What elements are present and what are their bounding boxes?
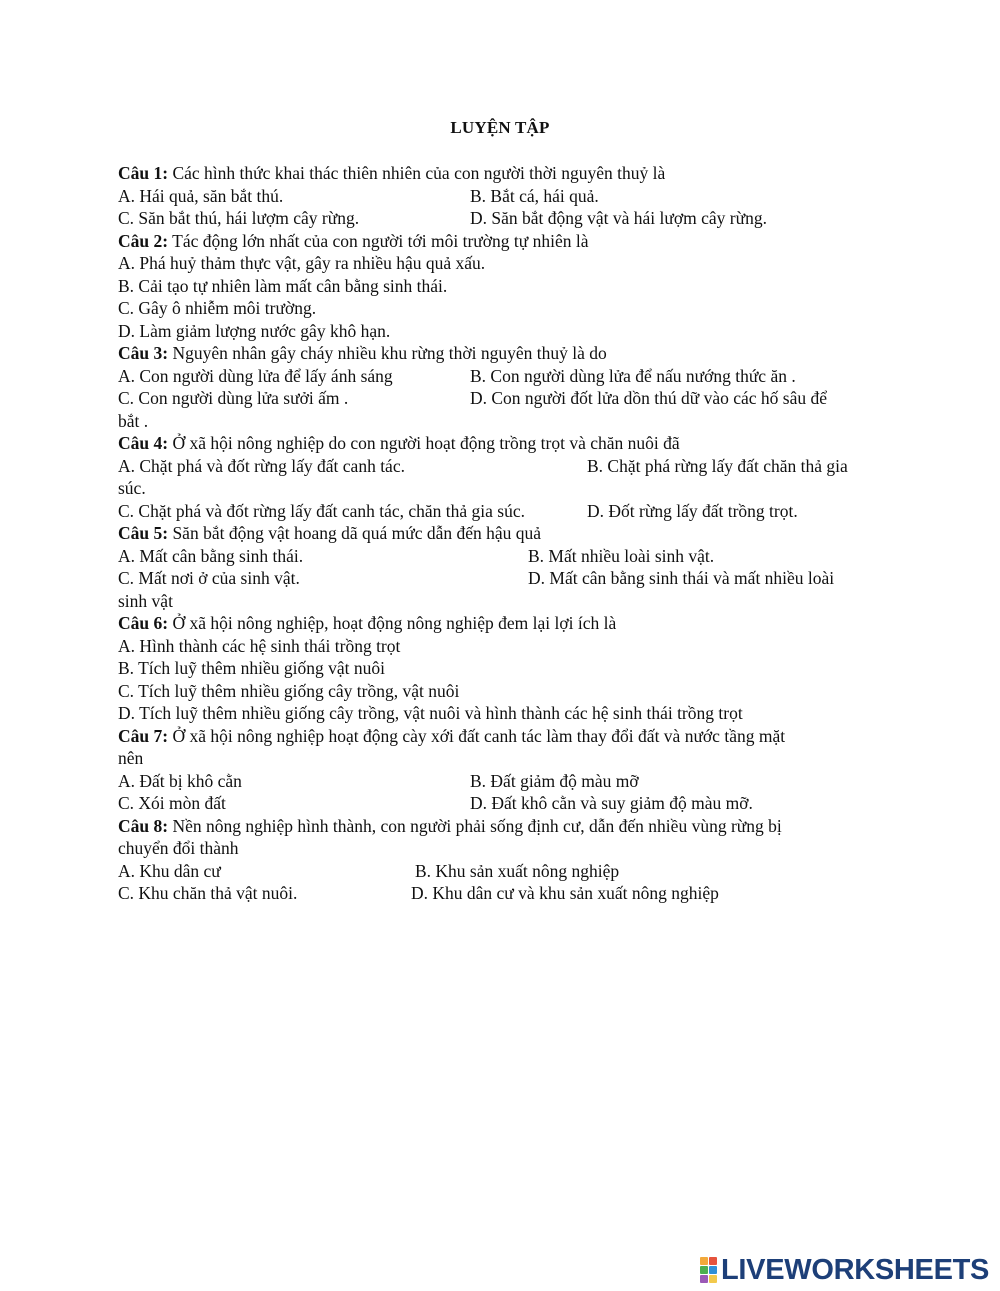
option-d-continuation: bắt . bbox=[118, 410, 149, 431]
option-a[interactable]: A. Con người dùng lửa để lấy ánh sáng bbox=[118, 365, 393, 386]
question-3-stem bbox=[118, 342, 883, 365]
question-label: Câu 7: bbox=[118, 725, 169, 746]
option-row bbox=[118, 365, 883, 388]
logo-square bbox=[709, 1275, 717, 1283]
option-row bbox=[118, 792, 883, 815]
option-d[interactable]: D. Đất khô cằn và suy giảm độ màu mỡ. bbox=[470, 793, 753, 813]
option-b[interactable]: B. Mất nhiều loài sinh vật. bbox=[528, 545, 715, 566]
logo-square bbox=[709, 1266, 717, 1274]
option-d[interactable]: D. Tích luỹ thêm nhiều giống cây trồng, vật nuôi và hình thành các hệ sinh thái trồng trọt bbox=[118, 703, 743, 723]
question-3 bbox=[118, 342, 883, 432]
question-text: Ở xã hội nông nghiệp do con người hoạt động trồng trọt và chăn nuôi đã bbox=[168, 433, 680, 453]
option-d[interactable]: D. Mất cân bằng sinh thái và mất nhiều loài bbox=[528, 568, 835, 588]
question-text: Ở xã hội nông nghiệp, hoạt động nông nghiệp đem lại lợi ích là bbox=[168, 613, 617, 633]
option-c[interactable]: C. Xói mòn đất bbox=[118, 793, 226, 813]
option-c[interactable]: C. Con người dùng lửa sưởi ấm . bbox=[118, 388, 349, 408]
option-row bbox=[118, 882, 883, 905]
question-1-stem bbox=[118, 162, 883, 185]
page-title: LUYỆN TẬP bbox=[450, 118, 550, 137]
question-7-stem-continuation: nên bbox=[118, 748, 144, 768]
option-d[interactable]: D. Khu dân cư và khu sản xuất nông nghiệp bbox=[411, 883, 719, 903]
question-text: Tác động lớn nhất của con người tới môi trường tự nhiên là bbox=[168, 230, 589, 251]
option-b[interactable]: B. Khu sản xuất nông nghiệp bbox=[415, 860, 620, 881]
option-c[interactable]: C. Gây ô nhiễm môi trường. bbox=[118, 298, 317, 318]
option-a[interactable]: A. Hái quả, săn bắt thú. bbox=[118, 185, 284, 206]
question-text: Săn bắt động vật hoang dã quá mức dẫn đến hậu quả bbox=[168, 523, 542, 543]
question-label: Câu 5: bbox=[118, 523, 169, 543]
question-text: Nền nông nghiệp hình thành, con người phải sống định cư, dẫn đến nhiều vùng rừng bị bbox=[168, 815, 782, 836]
question-label: Câu 4: bbox=[118, 433, 169, 453]
option-b[interactable]: B. Con người dùng lửa để nấu nướng thức ăn . bbox=[470, 365, 796, 386]
question-label: Câu 3: bbox=[118, 343, 169, 363]
option-a[interactable]: A. Đất bị khô cằn bbox=[118, 770, 242, 791]
question-text: Ở xã hội nông nghiệp hoạt động cày xới đất canh tác làm thay đổi đất và nước tầng mặt bbox=[168, 725, 786, 746]
question-2-stem bbox=[118, 230, 883, 253]
option-c[interactable]: C. Khu chăn thả vật nuôi. bbox=[118, 883, 298, 903]
question-8-stem-continuation: chuyển đổi thành bbox=[118, 838, 239, 858]
question-text: Các hình thức khai thác thiên nhiên của con người thời nguyên thuỷ là bbox=[168, 163, 666, 183]
option-row bbox=[118, 500, 883, 523]
option-row bbox=[118, 770, 883, 793]
option-b[interactable]: B. Đất giảm độ màu mỡ bbox=[470, 770, 639, 791]
option-d[interactable]: D. Con người đốt lửa dồn thú dữ vào các hố sâu để bbox=[470, 388, 828, 408]
option-row bbox=[118, 545, 883, 568]
question-6-stem bbox=[118, 612, 883, 635]
option-b[interactable]: B. Tích luỹ thêm nhiều giống vật nuôi bbox=[118, 658, 386, 678]
question-8-stem bbox=[118, 815, 883, 838]
question-8 bbox=[118, 815, 883, 905]
option-row bbox=[118, 860, 883, 883]
logo-square bbox=[709, 1257, 717, 1265]
question-text: Nguyên nhân gây cháy nhiều khu rừng thời nguyên thuỷ là do bbox=[168, 343, 607, 363]
question-4 bbox=[118, 432, 883, 522]
question-5 bbox=[118, 522, 883, 612]
brand-text: LIVEWORKSHEETS bbox=[721, 1253, 990, 1286]
question-7 bbox=[118, 725, 883, 815]
option-row bbox=[118, 185, 883, 208]
question-6 bbox=[118, 612, 883, 725]
option-a[interactable]: A. Mất cân bằng sinh thái. bbox=[118, 545, 304, 566]
option-row bbox=[118, 387, 883, 410]
option-d-continuation: sinh vật bbox=[118, 590, 173, 611]
option-b[interactable]: B. Cải tạo tự nhiên làm mất cân bằng sinh thái. bbox=[118, 275, 448, 296]
liveworksheets-brand[interactable] bbox=[700, 1253, 989, 1287]
option-d[interactable]: D. Đốt rừng lấy đất trồng trọt. bbox=[587, 500, 798, 521]
logo-square bbox=[700, 1266, 708, 1274]
option-row bbox=[118, 567, 883, 590]
option-d[interactable]: D. Làm giảm lượng nước gây khô hạn. bbox=[118, 320, 391, 341]
option-a[interactable]: A. Chặt phá và đốt rừng lấy đất canh tác. bbox=[118, 455, 405, 476]
option-b-continuation: súc. bbox=[118, 478, 146, 498]
option-a[interactable]: A. Khu dân cư bbox=[118, 860, 221, 881]
question-label: Câu 2: bbox=[118, 230, 169, 251]
option-row bbox=[118, 455, 883, 478]
option-a[interactable]: A. Phá huỷ thảm thực vật, gây ra nhiều hậu quả xấu. bbox=[118, 253, 486, 273]
option-row bbox=[118, 207, 883, 230]
option-a[interactable]: A. Hình thành các hệ sinh thái trồng trọt bbox=[118, 635, 401, 656]
logo-square bbox=[700, 1275, 708, 1283]
question-5-stem bbox=[118, 522, 883, 545]
question-2 bbox=[118, 230, 883, 343]
question-1 bbox=[118, 162, 883, 230]
liveworksheets-logo-icon bbox=[700, 1257, 717, 1283]
option-c[interactable]: C. Mất nơi ở của sinh vật. bbox=[118, 568, 300, 588]
option-b[interactable]: B. Chặt phá rừng lấy đất chăn thả gia bbox=[587, 455, 848, 476]
question-list bbox=[118, 162, 883, 905]
question-label: Câu 1: bbox=[118, 163, 169, 183]
question-7-stem bbox=[118, 725, 883, 748]
option-c[interactable]: C. Tích luỹ thêm nhiều giống cây trồng, vật nuôi bbox=[118, 680, 460, 701]
question-label: Câu 8: bbox=[118, 815, 169, 836]
option-c[interactable]: C. Chặt phá và đốt rừng lấy đất canh tác, chăn thả gia súc. bbox=[118, 500, 525, 521]
question-label: Câu 6: bbox=[118, 613, 169, 633]
option-c[interactable]: C. Săn bắt thú, hái lượm cây rừng. bbox=[118, 208, 360, 228]
question-4-stem bbox=[118, 432, 883, 455]
option-b[interactable]: B. Bắt cá, hái quả. bbox=[470, 185, 599, 206]
option-d[interactable]: D. Săn bắt động vật và hái lượm cây rừng. bbox=[470, 208, 767, 228]
logo-square bbox=[700, 1257, 708, 1265]
